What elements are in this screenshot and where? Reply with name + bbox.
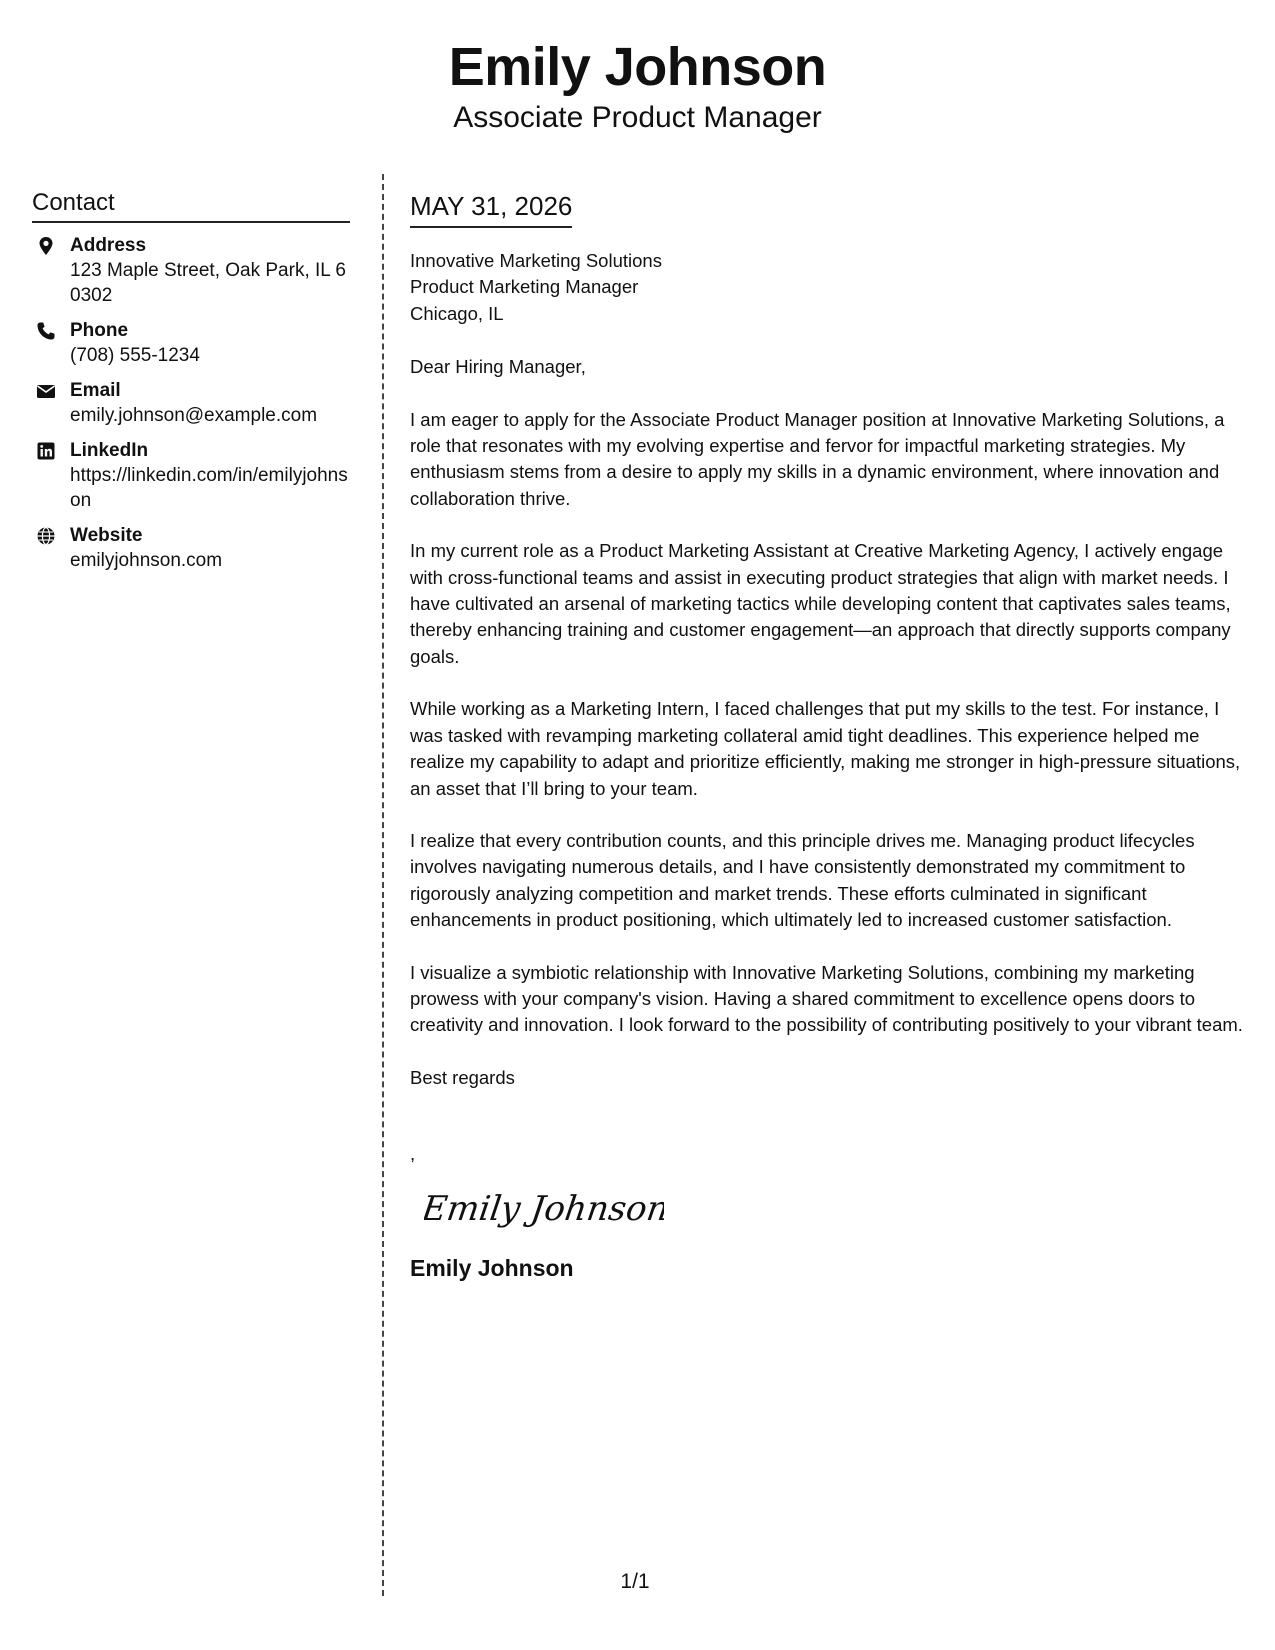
letter-date: MAY 31, 2026 — [410, 190, 572, 228]
contact-label: Website — [70, 525, 143, 546]
contact-list — [32, 233, 350, 573]
page-number: 1/1 — [620, 1570, 650, 1593]
paragraph: While working as a Marketing Intern, I faced challenges that put my skills to the test. For instance, I was tasked with revamping marketing collateral amid tight deadlines. This experience helped me realize my capability to adapt and prioritize efficiently, making me stronger in high-pressure situations, an asset that I’ll bring to your team. — [410, 698, 1241, 799]
linkedin-value: https://linkedin.com/in/emilyjohnson — [70, 465, 348, 511]
address-value: 123 Maple Street, Oak Park, IL 60302 — [70, 260, 346, 306]
contact-phone — [32, 318, 350, 368]
recipient-block — [410, 248, 1245, 327]
job-title: Associate Product Manager — [453, 101, 822, 134]
globe-icon — [36, 526, 56, 546]
recipient-company: Innovative Marketing Solutions — [410, 250, 662, 271]
closing-comma: , — [410, 1143, 416, 1165]
paragraph: I realize that every contribution counts, and this principle drives me. Managing product lifecycles involves navigating numerous details, and I have consistently demonstrated my commitment to rigorously analyzing competition and market trends. These efforts culminated in significant enhancements in product positioning, which ultimately led to increased customer satisfaction. — [410, 829, 1195, 931]
signer-name: Emily Johnson — [410, 1254, 574, 1281]
contact-email — [32, 378, 350, 428]
email-value: emily.johnson@example.com — [70, 405, 318, 426]
letter-body — [410, 190, 1245, 1283]
recipient-position: Product Marketing Manager — [410, 276, 639, 298]
header — [0, 32, 1275, 136]
paragraph: I am eager to apply for the Associate Product Manager position at Innovative Marketing Solutions, a role that resonates with my evolving expertise and fervor for impactful marketing strategies. My enthusiasm stems from a desire to apply my skills in a dynamic environment, where innovation and collaboration thrive. — [410, 408, 1225, 509]
contact-label: Address — [70, 235, 147, 256]
contact-label: LinkedIn — [70, 440, 149, 461]
phone-value: (708) 555-1234 — [70, 345, 200, 366]
contact-label: Phone — [70, 320, 129, 341]
paragraph: I visualize a symbiotic relationship with Innovative Marketing Solutions, combining my marketing prowess with your company's vision. Having a shared commitment to excellence opens doors to creativity and innovation. I look forward to the possibility of contributing positively to your vibrant team. — [410, 961, 1243, 1036]
applicant-name: Emily Johnson — [448, 37, 827, 97]
paragraph: In my current role as a Product Marketing Assistant at Creative Marketing Agency, I actively engage with cross-functional teams and assist in executing product strategies that align with market needs. I have cultivated an arsenal of marketing tactics while developing content that captivates sales teams, thereby enhancing training and customer engagement—an approach that directly supports company goals. — [410, 540, 1231, 667]
handwritten-signature — [424, 1182, 664, 1236]
recipient-location: Chicago, IL — [410, 302, 504, 324]
contact-linkedin — [32, 438, 350, 513]
contact-website — [32, 523, 350, 573]
linkedin-icon — [36, 441, 56, 461]
contact-sidebar — [32, 188, 350, 583]
contact-label: Email — [70, 380, 121, 401]
contact-heading: Contact — [32, 188, 350, 223]
map-pin-icon — [36, 236, 56, 256]
envelope-icon — [36, 381, 56, 401]
phone-icon — [36, 321, 56, 341]
contact-address — [32, 233, 350, 308]
website-value: emilyjohnson.com — [70, 550, 223, 571]
closing: Best regards — [410, 1066, 515, 1088]
svg-text:Emily Johnson: Emily Johnson — [424, 1188, 664, 1229]
column-divider — [382, 174, 384, 1596]
salutation: Dear Hiring Manager, — [410, 356, 586, 378]
